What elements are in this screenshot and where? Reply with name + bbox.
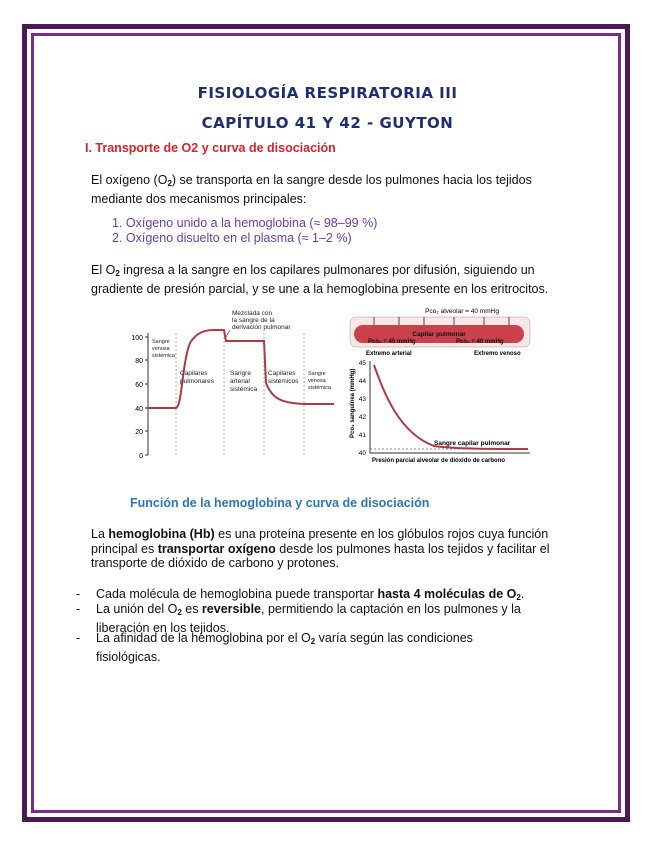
y-tick: 40 [358, 450, 366, 457]
systemic-capillaries-label: Capilares sistémicos [268, 370, 299, 385]
y-tick: 0 [139, 453, 143, 460]
bullet-item: - La unión del $O_2$ es reversible, permitiendo la captación en los pulmones y la liberación en los tejidos. [76, 602, 521, 635]
section-heading-hemoglobin: Función de la hemoglobina y curva de disociación [130, 496, 430, 510]
alveolar-pressure-label: Presión parcial alveolar de dióxido de carbono [372, 458, 506, 464]
pco2-venous-label: Pco₂ = 40 mmHg [456, 339, 504, 345]
y-tick: 20 [135, 429, 143, 436]
hemoglobin-paragraph: La hemoglobina (Hb) es una proteína presente en los glóbulos rojos cuya función principal es transportar oxígeno desde los pulmones hasta los tejidos y facilitar el transporte de dióxido de carbono y protones. [91, 527, 550, 570]
y-tick: 40 [135, 406, 143, 413]
y-tick: 60 [135, 382, 143, 389]
capillary-label: Capilar pulmonar [412, 331, 466, 338]
pco2-curve [374, 365, 528, 449]
page-subtitle: CAPÍTULO 41 Y 42 - GUYTON [201, 114, 454, 132]
bullet-item: - Cada molécula de hemoglobina puede transportar hasta 4 moléculas de $O_2$. [76, 587, 525, 602]
intro-paragraph: El oxígeno $(O_2)$ se transporta en la sangre desde los pulmones hacia los tejidos mediante dos mecanismos principales: [91, 173, 532, 206]
y-tick: 44 [358, 378, 366, 385]
shunt-annotation: Mezclada con la sangre de la derivación pulmonar [232, 310, 291, 331]
mechanisms-list [112, 216, 377, 245]
arterial-end-label: Extremo arterial [366, 351, 412, 357]
y-tick: 42 [358, 414, 366, 421]
venous-label-right: Sangre venosa sistémica [308, 371, 331, 391]
venous-label: Sangre venosa sistémica [152, 339, 175, 359]
y-axis-label: Pco₂ sanguínea (mmHg) [350, 368, 356, 438]
alveolar-pco2-label: Pco₂ alveolar = 40 mmHg [425, 308, 499, 315]
po2-y-axis [131, 333, 148, 460]
y-tick: 100 [131, 335, 143, 342]
list-item: 1. Oxígeno unido a la hemoglobina (≈ 98–99 %) [112, 216, 378, 230]
pulmonary-capillaries-label: Capilares pulmonares [180, 370, 214, 385]
pco2-capillary-figure [344, 303, 544, 469]
po2-circulation-figure [112, 303, 342, 465]
list-item: 2. Oxígeno disuelto en el plasma (≈ 1–2 %) [112, 230, 352, 245]
arterial-label: Sangre arterial sistémica [230, 370, 258, 393]
y-tick: 43 [358, 396, 366, 403]
diffusion-paragraph: El $O_2$ ingresa a la sangre en los capilares pulmonares por difusión, siguiendo un gradiente de presión parcial, y se une a la hemoglobina presente en los eritrocitos. [91, 263, 549, 296]
section-heading-transport: I. Transporte de O2 y curva de disociación [85, 141, 336, 155]
y-tick: 45 [358, 360, 366, 367]
venous-end-label: Extremo venoso [474, 351, 521, 357]
segment-dividers [176, 333, 304, 455]
curve-label: Sangre capilar pulmonar [434, 440, 511, 447]
y-tick: 41 [358, 432, 366, 439]
y-tick: 80 [135, 358, 143, 365]
pco2-arterial-label: Pco₂ = 45 mmHg [368, 339, 416, 345]
page-title: FISIOLOGÍA RESPIRATORIA III [197, 84, 458, 102]
bullet-item: - La afinidad de la hemoglobina por el $O_2$ varía según las condiciones fisiológicas. [76, 631, 473, 664]
